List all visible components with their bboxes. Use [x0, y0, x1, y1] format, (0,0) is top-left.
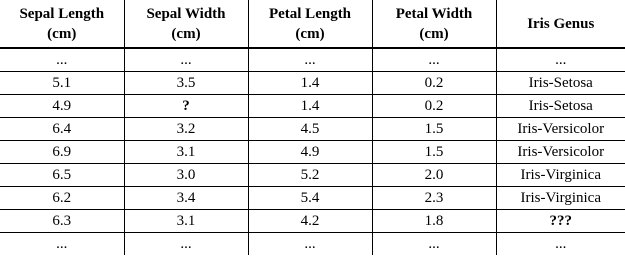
table-cell: 6.4	[0, 118, 124, 141]
table-cell: 2.3	[372, 187, 496, 210]
header-sepal-length	[0, 0, 124, 48]
table-header-row	[0, 0, 625, 48]
header-sepal-width	[124, 0, 248, 48]
table-row	[0, 95, 625, 118]
table-cell: 4.9	[248, 141, 372, 164]
header-unit: (cm)	[47, 25, 77, 42]
table-cell: 4.5	[248, 118, 372, 141]
table-cell: 1.5	[372, 141, 496, 164]
table-cell: ...	[248, 233, 372, 256]
table-cell: 6.5	[0, 164, 124, 187]
table-row	[0, 72, 625, 95]
missing-value-cell: ?	[124, 95, 248, 118]
unknown-genus-cell: ???	[496, 210, 625, 233]
table-cell: 6.9	[0, 141, 124, 164]
header-petal-length	[248, 0, 372, 48]
table-cell: Iris-Virginica	[496, 164, 625, 187]
table-cell: 3.4	[124, 187, 248, 210]
table-cell: Iris-Versicolor	[496, 118, 625, 141]
header-unit: (cm)	[171, 25, 201, 42]
table-row	[0, 210, 625, 233]
table-cell: 3.5	[124, 72, 248, 95]
table-cell: ...	[124, 48, 248, 72]
table-cell: ...	[124, 233, 248, 256]
table-row	[0, 118, 625, 141]
table-row	[0, 48, 625, 72]
table-cell: 1.8	[372, 210, 496, 233]
table-cell: 4.2	[248, 210, 372, 233]
table-row	[0, 141, 625, 164]
table-cell: 6.2	[0, 187, 124, 210]
table-cell: 5.4	[248, 187, 372, 210]
table-cell: 0.2	[372, 72, 496, 95]
table-cell: Iris-Virginica	[496, 187, 625, 210]
header-label: Sepal Width	[146, 5, 226, 22]
header-label: Iris Genus	[527, 15, 595, 32]
table-cell: ...	[0, 48, 124, 72]
table-cell: 4.9	[0, 95, 124, 118]
table-cell: 2.0	[372, 164, 496, 187]
table-cell: ...	[496, 48, 625, 72]
table-cell: 1.5	[372, 118, 496, 141]
header-unit: (cm)	[295, 25, 325, 42]
table-cell: Iris-Versicolor	[496, 141, 625, 164]
table-cell: 3.2	[124, 118, 248, 141]
header-petal-width	[372, 0, 496, 48]
table-row	[0, 187, 625, 210]
table-cell: 6.3	[0, 210, 124, 233]
table-cell: ...	[372, 233, 496, 256]
table-cell: Iris-Setosa	[496, 72, 625, 95]
header-iris-genus	[496, 0, 625, 48]
table-cell: Iris-Setosa	[496, 95, 625, 118]
table-cell: 5.1	[0, 72, 124, 95]
table-cell: ...	[0, 233, 124, 256]
header-label: Petal Width	[395, 5, 473, 22]
table-row	[0, 164, 625, 187]
header-label: Sepal Length	[19, 5, 105, 22]
table-cell: ...	[372, 48, 496, 72]
header-label: Petal Length	[268, 5, 352, 22]
table-row	[0, 233, 625, 256]
table-cell: ...	[555, 236, 567, 252]
table-cell: 1.4	[248, 95, 372, 118]
table-cell: 1.4	[248, 72, 372, 95]
header-unit: (cm)	[419, 25, 449, 42]
table-cell: 3.1	[124, 141, 248, 164]
table-cell: 3.0	[124, 164, 248, 187]
table-cell: 5.2	[248, 164, 372, 187]
table-cell: 3.1	[124, 210, 248, 233]
table-cell: ...	[248, 48, 372, 72]
table-cell: 0.2	[372, 95, 496, 118]
